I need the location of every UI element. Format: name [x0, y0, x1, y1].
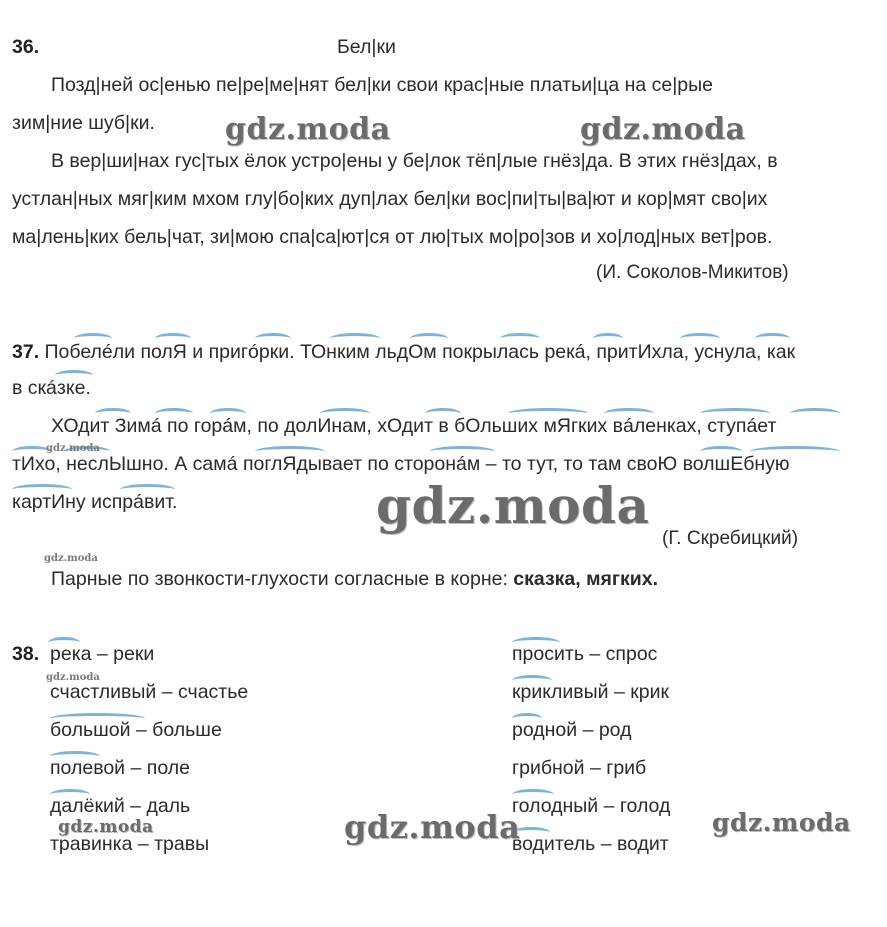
- watermark: gdz.moda: [225, 112, 391, 147]
- exercise-36-line-3: В вер|ши|нах гус|тых ёлок устро|ены у бе|лок тёп|лые гнёз|да. В этих гнёз|дах, в: [51, 150, 778, 172]
- watermark: gdz.moda: [580, 112, 746, 147]
- watermark: gdz.moda: [712, 808, 851, 837]
- root-arc: [330, 333, 380, 344]
- watermark: gdz.moda: [344, 808, 521, 846]
- root-arc: [48, 637, 80, 648]
- exercise-36-line-1: Позд|ней ос|енью пе|ре|ме|нят бел|ки свои крас|ные платьи|ца на се|рые: [51, 74, 714, 96]
- word-pair: травинка – травы: [50, 833, 210, 855]
- root-arc: [120, 484, 175, 495]
- exercise-37-line-1: [12, 339, 795, 365]
- word-pair: грибной – гриб: [512, 757, 647, 779]
- root-arc: [512, 675, 552, 686]
- exercise-37-line-3: ХОдит Зимá по горáм, по долИнам, хОдит в бОльших мЯгких вáленках, ступáет: [51, 415, 777, 437]
- exercise-37-note-prefix: Парные по звонкости-глухости согласные в корне:: [51, 568, 514, 590]
- root-arc: [50, 713, 145, 724]
- root-arc: [155, 333, 191, 344]
- root-arc: [430, 446, 495, 457]
- root-arc: [700, 446, 742, 457]
- root-arc: [680, 333, 720, 344]
- root-arc: [255, 446, 325, 457]
- watermark: gdz.moda: [44, 553, 98, 564]
- exercise-37-line-1-text: Побелéли полЯ и пригóрки. ТОнким льдОм покрылась рекá, притИхла, уснула, как: [44, 341, 796, 363]
- word-pair: счастливый – счастье: [50, 681, 249, 703]
- root-arc: [512, 713, 542, 724]
- exercise-37-note-bold: сказка, мягких.: [513, 568, 659, 590]
- root-arc: [410, 333, 448, 344]
- root-arc: [55, 370, 93, 381]
- root-arc: [755, 333, 790, 344]
- root-arc: [50, 789, 90, 800]
- root-arc: [74, 333, 112, 344]
- root-arc: [700, 408, 770, 419]
- root-arc: [512, 789, 554, 800]
- root-arc: [50, 751, 100, 762]
- exercise-38-number: 38.: [12, 643, 40, 665]
- word-pair: голодный – голод: [512, 795, 671, 817]
- word-pair: полевой – поле: [50, 757, 190, 779]
- root-arc: [95, 408, 131, 419]
- exercise-37-note: [51, 566, 658, 592]
- root-arc: [12, 484, 72, 495]
- root-arc: [604, 408, 654, 419]
- watermark: gdz.moda: [46, 672, 100, 683]
- exercise-37-line-5: картИну испрáвит.: [12, 491, 178, 513]
- exercise-36-line-4: устлан|ных мяг|ким мхом глу|бо|ких дуп|лах бел|ки вос|пи|ты|ва|ют и кор|мят сво|их: [12, 188, 768, 210]
- root-arc: [255, 333, 291, 344]
- word-pair: крикливый – крик: [512, 681, 670, 703]
- root-arc: [155, 408, 193, 419]
- word-pair: просить – спрос: [512, 643, 658, 665]
- root-arc: [210, 408, 246, 419]
- word-pair: большой – больше: [50, 719, 222, 741]
- exercise-37-line-2: в скáзке.: [12, 377, 91, 399]
- exercise-37-source: (Г. Скребицкий): [662, 528, 799, 549]
- root-arc: [750, 446, 840, 457]
- root-arc: [593, 333, 623, 344]
- word-pair: родной – род: [512, 719, 632, 741]
- exercise-36-line-5: ма|лень|ких бель|чат, зи|мою спа|са|ют|ся от лю|тых мо|ро|зов и хо|лод|ных вет|ров.: [12, 226, 773, 248]
- word-pair: водитель – водит: [512, 833, 669, 855]
- root-arc: [425, 408, 461, 419]
- exercise-36-number: 36.: [12, 36, 40, 58]
- exercise-37-number: 37.: [12, 341, 40, 363]
- watermark: gdz.moda: [46, 443, 100, 454]
- watermark: gdz.moda: [376, 476, 650, 535]
- root-arc: [508, 408, 588, 419]
- exercise-36-title: Бел|ки: [337, 36, 396, 58]
- root-arc: [512, 637, 560, 648]
- word-pair: река – реки: [50, 643, 155, 665]
- watermark: gdz.moda: [58, 817, 154, 837]
- word-pair: далёкий – даль: [50, 795, 191, 817]
- exercise-37-line-4: тИхо, неслЫшно. А самá поглЯдывает по сторонáм – то тут, то там своЮ волшЕбную: [12, 453, 790, 475]
- exercise-36-line-2: зим|ние шуб|ки.: [12, 112, 155, 134]
- root-arc: [320, 408, 370, 419]
- root-arc: [790, 408, 840, 419]
- root-arc: [500, 333, 540, 344]
- exercise-36-source: (И. Соколов-Микитов): [596, 262, 789, 283]
